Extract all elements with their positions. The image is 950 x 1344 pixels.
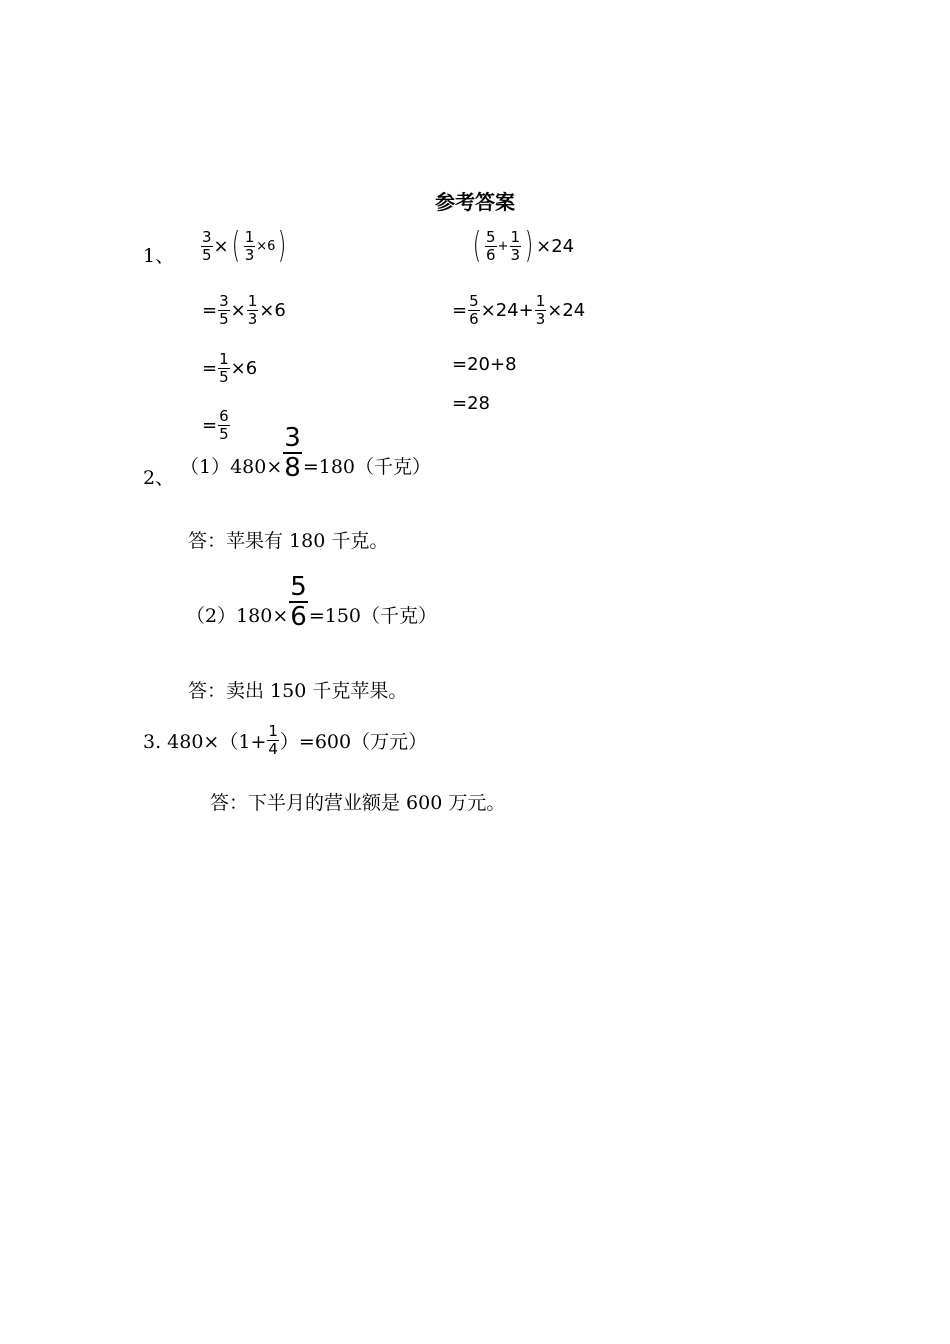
q1-right-line-3: =20+8 [452, 354, 517, 375]
right-paren: ) [524, 225, 534, 266]
fraction: $\frac{1}{4}$ [268, 722, 278, 758]
expression-result: =150（千克） [308, 605, 438, 627]
fraction: $\frac{1}{3}$ [535, 292, 546, 328]
q1-left-line-2 [202, 294, 286, 327]
question-1-number: 1、 [143, 245, 175, 267]
q1-right-line-1 [470, 225, 575, 266]
expression-prefix: 3. 480×（1+ [143, 731, 267, 753]
q2-answer-2: 答：卖出 150 千克苹果。 [188, 680, 408, 702]
fraction: $\frac{1}{3}$ [247, 292, 258, 328]
expression-result: =180（千克） [302, 456, 432, 478]
left-paren: ( [472, 225, 482, 266]
equals-sign: = [202, 415, 218, 436]
plus-sign: + [497, 238, 509, 254]
left-paren: ( [231, 225, 240, 266]
q1-right-line-4: =28 [452, 393, 490, 414]
fraction: $\frac{3}{5}$ [202, 227, 212, 264]
operator-text: ×24+ [480, 300, 534, 321]
q1-left-line-1 [200, 225, 289, 266]
operand: 24 [551, 235, 575, 257]
fraction: 5 6 [486, 227, 496, 264]
times-sign: × [256, 238, 268, 254]
equals-sign: = [452, 300, 468, 321]
times-sign: × [230, 358, 246, 379]
q2-part-2 [186, 574, 437, 630]
fraction: $\frac{5}{6}$ [290, 572, 307, 632]
equals-sign: = [202, 300, 218, 321]
fraction: $\frac{1}{5}$ [219, 350, 229, 386]
expression-prefix: （2）180× [186, 605, 289, 627]
expression-prefix: （1）480× [180, 456, 283, 478]
times-sign: × [230, 300, 246, 321]
q1-left-line-3 [202, 352, 257, 385]
q2-part-1 [180, 425, 431, 481]
times-sign: × [259, 300, 275, 321]
fraction: $\frac{6}{5}$ [219, 407, 229, 443]
operand: 6 [274, 300, 286, 321]
times-sign: × [536, 235, 552, 257]
fraction: $\frac{1}{3}$ [244, 227, 255, 264]
fraction: $\frac{3}{5}$ [219, 292, 229, 328]
operator-text: ×24 [547, 300, 586, 321]
equals-sign: = [202, 358, 218, 379]
q3-answer: 答：下半月的营业额是 600 万元。 [210, 792, 506, 814]
right-paren: ) [278, 225, 287, 266]
operand: 6 [267, 238, 276, 254]
question-2-number: 2、 [143, 467, 175, 489]
fraction: $\frac{5}{6}$ [469, 292, 479, 328]
fraction: $\frac{3}{8}$ [284, 423, 301, 483]
operand: 6 [245, 358, 258, 379]
q1-right-line-2 [452, 294, 585, 327]
page-title: 参考答案 [435, 190, 515, 214]
fraction: $\frac{1}{3}$ [510, 227, 521, 264]
q2-answer-1: 答：苹果有 180 千克。 [188, 530, 389, 552]
expression-result: ）=600（万元） [279, 731, 428, 753]
times-sign: × [213, 235, 229, 257]
q3-expression [143, 724, 427, 757]
